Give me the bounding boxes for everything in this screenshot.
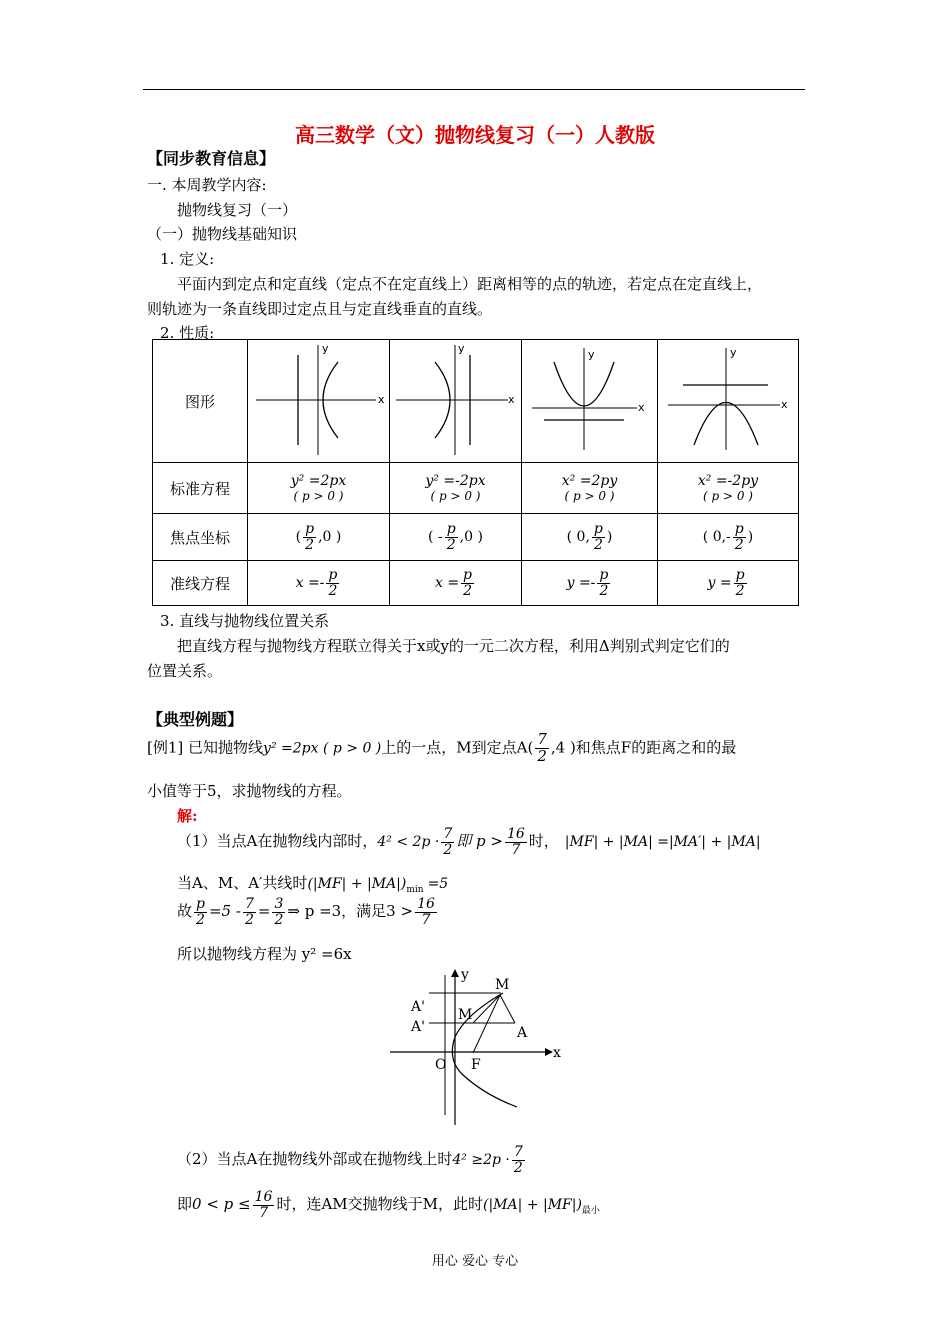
definition-line-2: 则轨迹为一条直线即过定点且与定直线垂直的直线。 [147,300,493,318]
graph-right-opening [248,340,390,463]
graph-up-opening [522,340,658,463]
equation-cell: x² =2py ( p > 0 ) [522,463,658,514]
svg-text:x: x [638,401,645,414]
row-label-graph: 图形 [153,340,248,463]
relation-heading: 3. 直线与抛物线位置关系 [160,612,330,630]
focus-cell: ( 0, $\frac{p}{2}$ ) [522,514,658,561]
parabola-up-graph [522,340,657,458]
svg-text:M: M [458,1007,473,1023]
row-label-directrix: 准线方程 [153,561,248,606]
row-label-equation: 标准方程 [153,463,248,514]
collinear-line: 当A、M、A′共线时$(|MF| + |MA|)_{min} =5$ [177,874,449,895]
properties-table [152,339,799,606]
definition-heading: 1. 定义: [160,250,215,268]
svg-text:y: y [730,346,737,359]
case-1-line: （1）当点A在抛物线内部时，4² < 2p · $\frac{7}{2}$ 即 p > $\frac{16}{7}$ 时， |MF| + |MA| =|MA′| + |MA| [177,826,761,858]
example-1-line-1: [例1] 已知抛物线y² =2px ( p > 0 )上的一点，M到定点A( $\frac{7}{2}$ ,4 )和焦点F的距离之和的最 [147,730,737,765]
equation-cell: y² =-2px ( p > 0 ) [390,463,522,514]
relation-line-1: 把直线方程与抛物线方程联立得关于x或y的一元二次方程，利用Δ判别式判定它们的 [177,637,730,655]
svg-text:F: F [471,1057,481,1073]
section-sync-heading: 【同步教育信息】 [147,149,276,168]
svg-text:y: y [588,348,595,361]
header-rule [143,89,805,90]
solution-label: 解: [177,807,198,825]
directrix-cell: y =- $\frac{p}{2}$ [522,561,658,606]
content-heading: 一. 本周教学内容: [147,176,267,194]
parabola-right-graph [248,340,389,458]
basics-heading: （一）抛物线基础知识 [147,225,298,243]
definition-line-1: 平面内到定点和定直线（定点不在定直线上）距离相等的点的轨迹，若定点在定直线上， [177,275,763,293]
svg-text:y: y [322,342,329,355]
document-title: 高三数学（文）抛物线复习（一）人教版 [295,123,655,147]
example-1-figure [385,965,570,1130]
equation-cell: y² =2px ( p > 0 ) [248,463,390,514]
content-topic: 抛物线复习（一） [177,201,298,219]
directrix-cell: x = $\frac{p}{2}$ [390,561,522,606]
graph-down-opening [658,340,799,463]
row-label-focus: 焦点坐标 [153,514,248,561]
result-line: 所以抛物线方程为 y² =6x [177,945,352,963]
therefore-line: 故 $\frac{p}{2}$ =5 - $\frac{7}{2}$ = $\frac{3}{2}$ ⇒ p =3，满足3 > $\frac{16}{7}$ [177,896,435,928]
page-footer: 用心 爱心 专心 [431,1254,519,1269]
parabola-down-graph [658,340,798,458]
svg-text:x: x [508,393,515,406]
svg-text:x: x [553,1045,561,1061]
focus-cell: ( 0,- $\frac{p}{2}$ ) [658,514,799,561]
focus-cell: ( - $\frac{p}{2}$ ,0 ) [390,514,522,561]
svg-text:y: y [461,967,469,983]
svg-text:x: x [378,393,385,406]
properties-heading: 2. 性质: [160,324,215,342]
equation-cell: x² =-2py ( p > 0 ) [658,463,799,514]
directrix-cell: x =- $\frac{p}{2}$ [248,561,390,606]
svg-text:O: O [435,1057,447,1073]
section-examples-heading: 【典型例题】 [147,710,244,729]
svg-text:A': A' [411,1019,425,1035]
svg-text:A': A' [411,999,425,1015]
graph-left-opening [390,340,522,463]
example-1-line-2: 小值等于5，求抛物线的方程。 [147,782,352,800]
case-2-line: （2）当点A在抛物线外部或在抛物线上时4² ≥2p · $\frac{7}{2}$ [177,1144,523,1176]
svg-text:M: M [495,977,510,993]
relation-line-2: 位置关系。 [147,662,223,680]
case-2-condition-line: 即0 < p ≤ $\frac{16}{7}$ 时，连AM交抛物线于M，此时$(|MA| + |MF|)_{最小}$ [177,1189,600,1221]
parabola-left-graph [390,340,521,458]
svg-text:x: x [781,398,788,411]
svg-text:A: A [517,1025,528,1041]
focus-cell: ( $\frac{p}{2}$ ,0 ) [248,514,390,561]
directrix-cell: y = $\frac{p}{2}$ [658,561,799,606]
svg-text:y: y [458,342,465,355]
